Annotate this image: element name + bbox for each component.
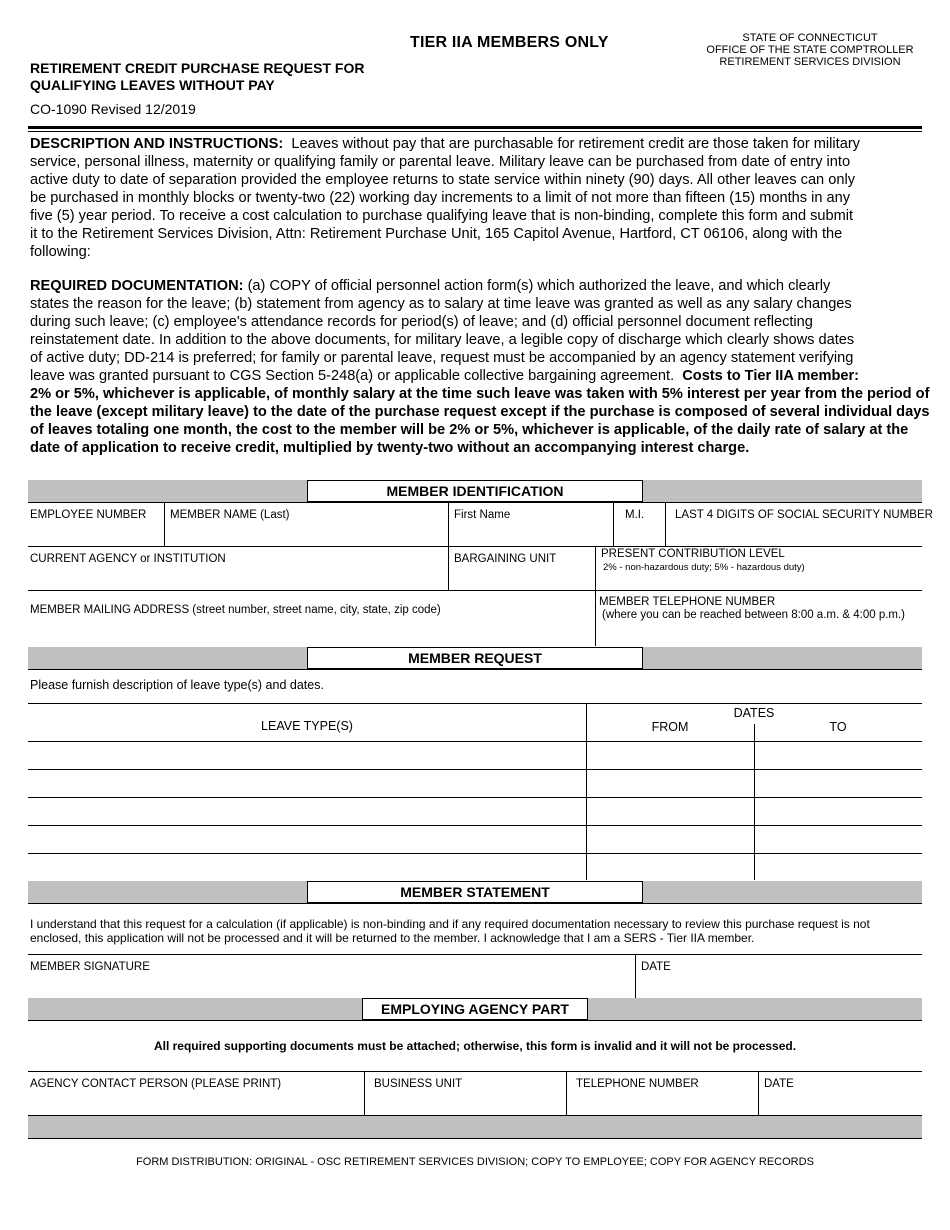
description-paragraph bbox=[30, 135, 950, 261]
ssn-label: LAST 4 DIGITS OF SOCIAL SECURITY NUMBER bbox=[675, 509, 933, 521]
leave-row-line bbox=[28, 797, 922, 798]
agency-contact-label: AGENCY CONTACT PERSON (PLEASE PRINT) bbox=[30, 1078, 282, 1090]
employee-number-label: EMPLOYEE NUMBER bbox=[30, 509, 147, 521]
costs-line: 2% or 5%, whichever is applicable, of monthly salary at the time such leave was taken with 5% interest per year from the period of bbox=[30, 386, 930, 402]
divider bbox=[595, 546, 596, 646]
rule bbox=[28, 1020, 922, 1021]
rule bbox=[28, 903, 922, 904]
rule bbox=[28, 703, 922, 704]
description-line: it to the Retirement Services Division, Attn: Retirement Purchase Unit, 165 Capitol Avenue, Hartford, CT 06106, along with the bbox=[30, 226, 843, 242]
member-request-heading: MEMBER REQUEST bbox=[307, 647, 643, 669]
divider bbox=[164, 502, 165, 546]
leave-row-line bbox=[28, 769, 922, 770]
telephone-label: MEMBER TELEPHONE NUMBER bbox=[599, 596, 776, 608]
member-statement-heading: MEMBER STATEMENT bbox=[307, 881, 643, 903]
current-agency-label: CURRENT AGENCY or INSTITUTION bbox=[30, 553, 226, 565]
dates-header: DATES bbox=[733, 706, 775, 720]
description-line: Leaves without pay that are purchasable for retirement credit are those taken for military bbox=[291, 136, 860, 152]
leave-row-line bbox=[28, 825, 922, 826]
divider bbox=[635, 954, 636, 998]
costs-line: the leave (except military leave) to the date of the purchase request except if the purchase is composed of several individual days bbox=[30, 404, 930, 420]
member-request-band bbox=[28, 647, 922, 669]
statement-text bbox=[30, 917, 922, 945]
form-title-line: RETIREMENT CREDIT PURCHASE REQUEST FOR bbox=[30, 60, 365, 76]
costs-line: date of application to receive credit, multiplied by twenty-two without an accompanying interest charge. bbox=[30, 440, 750, 456]
divider bbox=[754, 724, 755, 880]
required-docs-line: (a) COPY of official personnel action form(s) which authorized the leave, and which clearly bbox=[247, 278, 831, 294]
description-heading: DESCRIPTION AND INSTRUCTIONS: bbox=[30, 136, 284, 152]
member-statement-band bbox=[28, 881, 922, 903]
agency-notice: All required supporting documents must be attached; otherwise, this form is invalid and it will not be processed. bbox=[153, 1039, 797, 1053]
rule bbox=[28, 1071, 922, 1072]
form-number: CO-1090 Revised 12/2019 bbox=[30, 101, 196, 117]
tier-heading: TIER IIA MEMBERS ONLY bbox=[410, 34, 609, 51]
employing-agency-heading: EMPLOYING AGENCY PART bbox=[362, 998, 588, 1020]
employing-agency-band bbox=[28, 998, 922, 1020]
bottom-band bbox=[28, 1116, 922, 1138]
rule bbox=[28, 546, 922, 547]
agency-line: OFFICE OF THE STATE COMPTROLLER bbox=[706, 44, 914, 56]
costs-line: of leaves totaling one month, the cost to the member will be 2% or 5%, whichever is applicable, of the daily rate of salary at the bbox=[30, 422, 909, 438]
business-unit-label: BUSINESS UNIT bbox=[374, 1078, 463, 1090]
mi-label: M.I. bbox=[625, 509, 645, 521]
rule bbox=[28, 1138, 922, 1139]
to-header: TO bbox=[829, 720, 847, 734]
divider bbox=[613, 502, 614, 546]
description-line: following: bbox=[30, 244, 91, 260]
divider bbox=[364, 1071, 365, 1115]
leave-types-header: LEAVE TYPE(S) bbox=[261, 719, 353, 733]
from-header: FROM bbox=[651, 720, 689, 734]
signature-date-label: DATE bbox=[641, 961, 671, 973]
agency-line: RETIREMENT SERVICES DIVISION bbox=[719, 56, 901, 68]
contribution-level-label: PRESENT CONTRIBUTION LEVEL bbox=[601, 548, 785, 560]
required-docs-line: of active duty; DD-214 is preferred; for family or parental leave, request must be accompanied by an agency statement verifying bbox=[30, 350, 854, 366]
rule bbox=[28, 954, 922, 955]
statement-line: enclosed, this application will not be processed and it will be returned to the member. I acknowledge that I am a SERS - Tier IIA member. bbox=[30, 931, 755, 945]
member-identification-heading: MEMBER IDENTIFICATION bbox=[307, 480, 643, 502]
rule bbox=[28, 502, 922, 503]
member-name-label: MEMBER NAME (Last) bbox=[170, 509, 290, 521]
header-divider bbox=[28, 126, 922, 129]
description-line: five (5) year period. To receive a cost calculation to purchase qualifying leave that is non-binding, complete this form and submit bbox=[30, 208, 854, 224]
form-distribution-footer: FORM DISTRIBUTION: ORIGINAL - OSC RETIREMENT SERVICES DIVISION; COPY TO EMPLOYEE; COPY FOR AGENCY RECORDS bbox=[136, 1156, 814, 1168]
description-line: service, personal illness, maternity or qualifying family or parental leave. Military leave can be purchased from date of entry into bbox=[30, 154, 851, 170]
description-line: be purchased in monthly blocks or twenty-two (22) working day increments to a limit of not more than fifteen (15) months in any bbox=[30, 190, 851, 206]
agency-line: STATE OF CONNECTICUT bbox=[742, 32, 878, 44]
header-divider-thin bbox=[28, 131, 922, 132]
leave-row-line bbox=[28, 741, 922, 742]
required-docs-line: states the reason for the leave; (b) statement from agency as to salary at time leave was granted as well as any salary changes bbox=[30, 296, 852, 312]
agency-block bbox=[700, 32, 920, 68]
request-instruction: Please furnish description of leave type(s) and dates. bbox=[30, 678, 324, 692]
telephone-note: (where you can be reached between 8:00 a.m. & 4:00 p.m.) bbox=[602, 609, 906, 621]
costs-heading: Costs to Tier IIA member: bbox=[682, 368, 860, 384]
required-docs-heading: REQUIRED DOCUMENTATION: bbox=[30, 278, 244, 294]
first-name-label: First Name bbox=[454, 509, 511, 521]
required-docs-line: during such leave; (c) employee's attendance records for period(s) of leave; and (d) official personnel document reflecting bbox=[30, 314, 813, 330]
divider bbox=[665, 502, 666, 546]
required-docs-line: reinstatement date. In addition to the above documents, for military leave, a legible copy of discharge which clearly shows dates bbox=[30, 332, 855, 348]
mailing-address-label: MEMBER MAILING ADDRESS (street number, street name, city, state, zip code) bbox=[30, 604, 441, 616]
description-line: active duty to date of separation provided the employee returns to state service within ninety (90) days. All other leaves can only bbox=[30, 172, 856, 188]
statement-line: I understand that this request for a calculation (if applicable) is non-binding and if any required documentation necessary to review this purchase request is not bbox=[30, 917, 870, 931]
agency-telephone-label: TELEPHONE NUMBER bbox=[576, 1078, 699, 1090]
required-docs-paragraph bbox=[30, 277, 950, 457]
member-signature-label: MEMBER SIGNATURE bbox=[30, 961, 150, 973]
divider bbox=[566, 1071, 567, 1115]
form-title bbox=[30, 60, 364, 94]
rule bbox=[28, 669, 922, 670]
bargaining-unit-label: BARGAINING UNIT bbox=[454, 553, 557, 565]
member-identification-band bbox=[28, 480, 922, 502]
form-title-line: QUALIFYING LEAVES WITHOUT PAY bbox=[30, 77, 275, 93]
rule bbox=[28, 590, 922, 591]
contribution-level-note: 2% - non-hazardous duty; 5% - hazardous duty) bbox=[603, 562, 805, 573]
agency-date-label: DATE bbox=[764, 1078, 794, 1090]
required-docs-line: leave was granted pursuant to CGS Section 5-248(a) or applicable collective bargaining agreement. bbox=[30, 368, 675, 384]
divider bbox=[758, 1071, 759, 1115]
leave-row-line bbox=[28, 853, 922, 854]
